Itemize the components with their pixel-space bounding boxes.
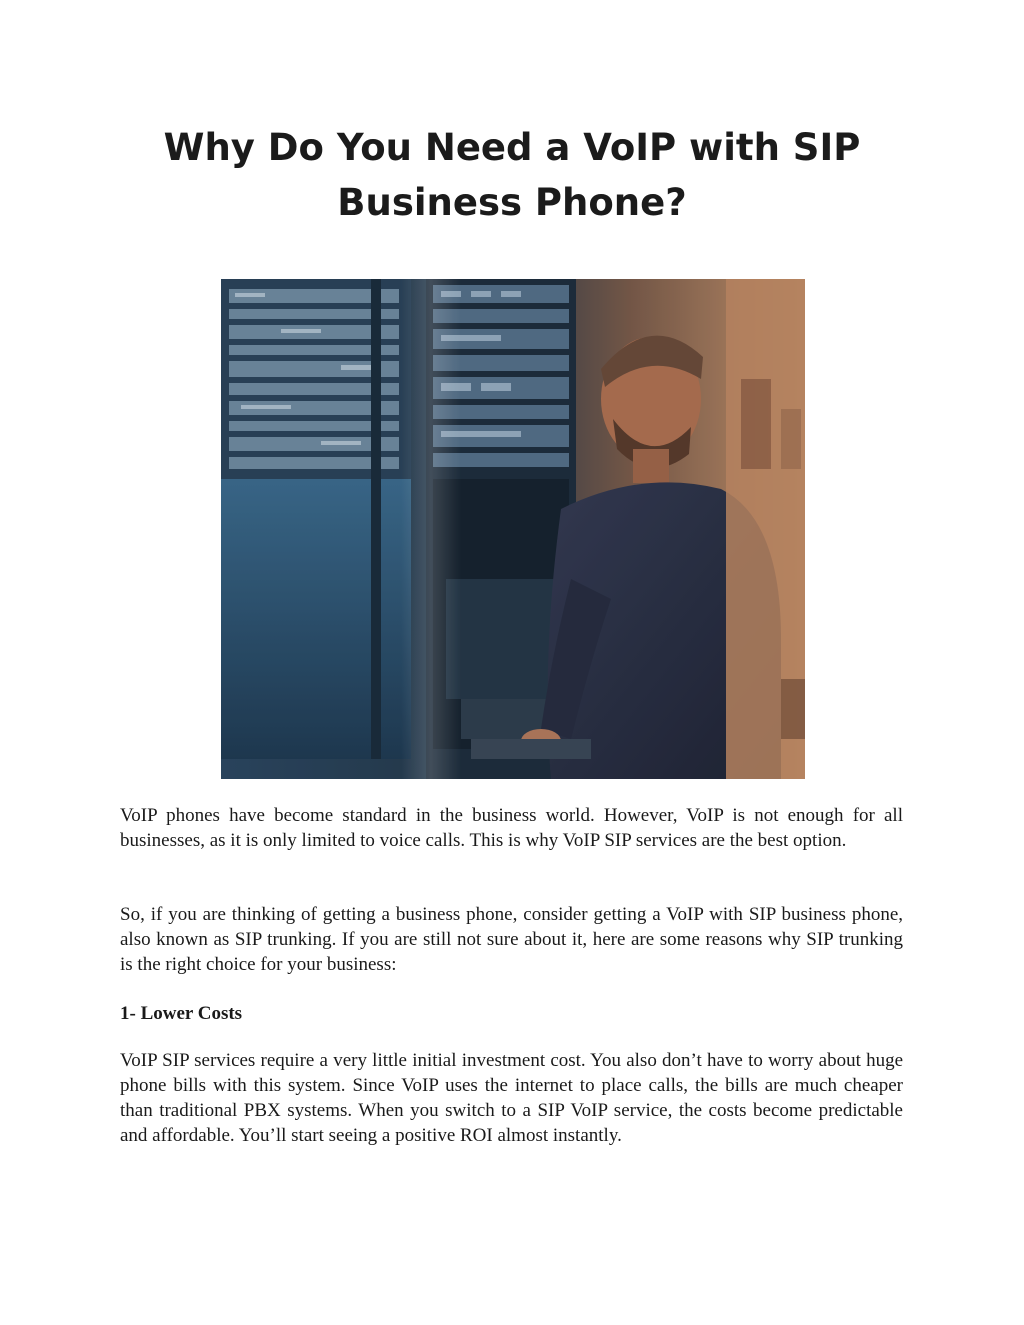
lower-costs-paragraph: VoIP SIP services require a very little initial investment cost. You also don’t have to worry about huge phone bills with this system. Since VoIP uses the internet to place calls, the bills are much cheaper than traditional PBX systems. When you switch to a SIP VoIP service, the costs become predictable and affordable. You’ll start seeing a positive ROI almost instantly. bbox=[120, 1050, 903, 1146]
reasons-paragraph: So, if you are thinking of getting a business phone, consider getting a VoIP with SIP business phone, also known as SIP trunking. If you are still not sure about it, here are some reasons why SIP trunking is the right choice for your business: bbox=[120, 904, 903, 975]
page-title: Why Do You Need a VoIP with SIP Business Phone? bbox=[163, 126, 861, 224]
section-heading: 1- Lower Costs bbox=[120, 1003, 243, 1024]
server-room-photo-icon bbox=[221, 279, 805, 779]
intro-paragraph: VoIP phones have become standard in the business world. However, VoIP is not enough for all businesses, as it is only limited to voice calls. This is why VoIP SIP services are the best option. bbox=[120, 805, 903, 851]
